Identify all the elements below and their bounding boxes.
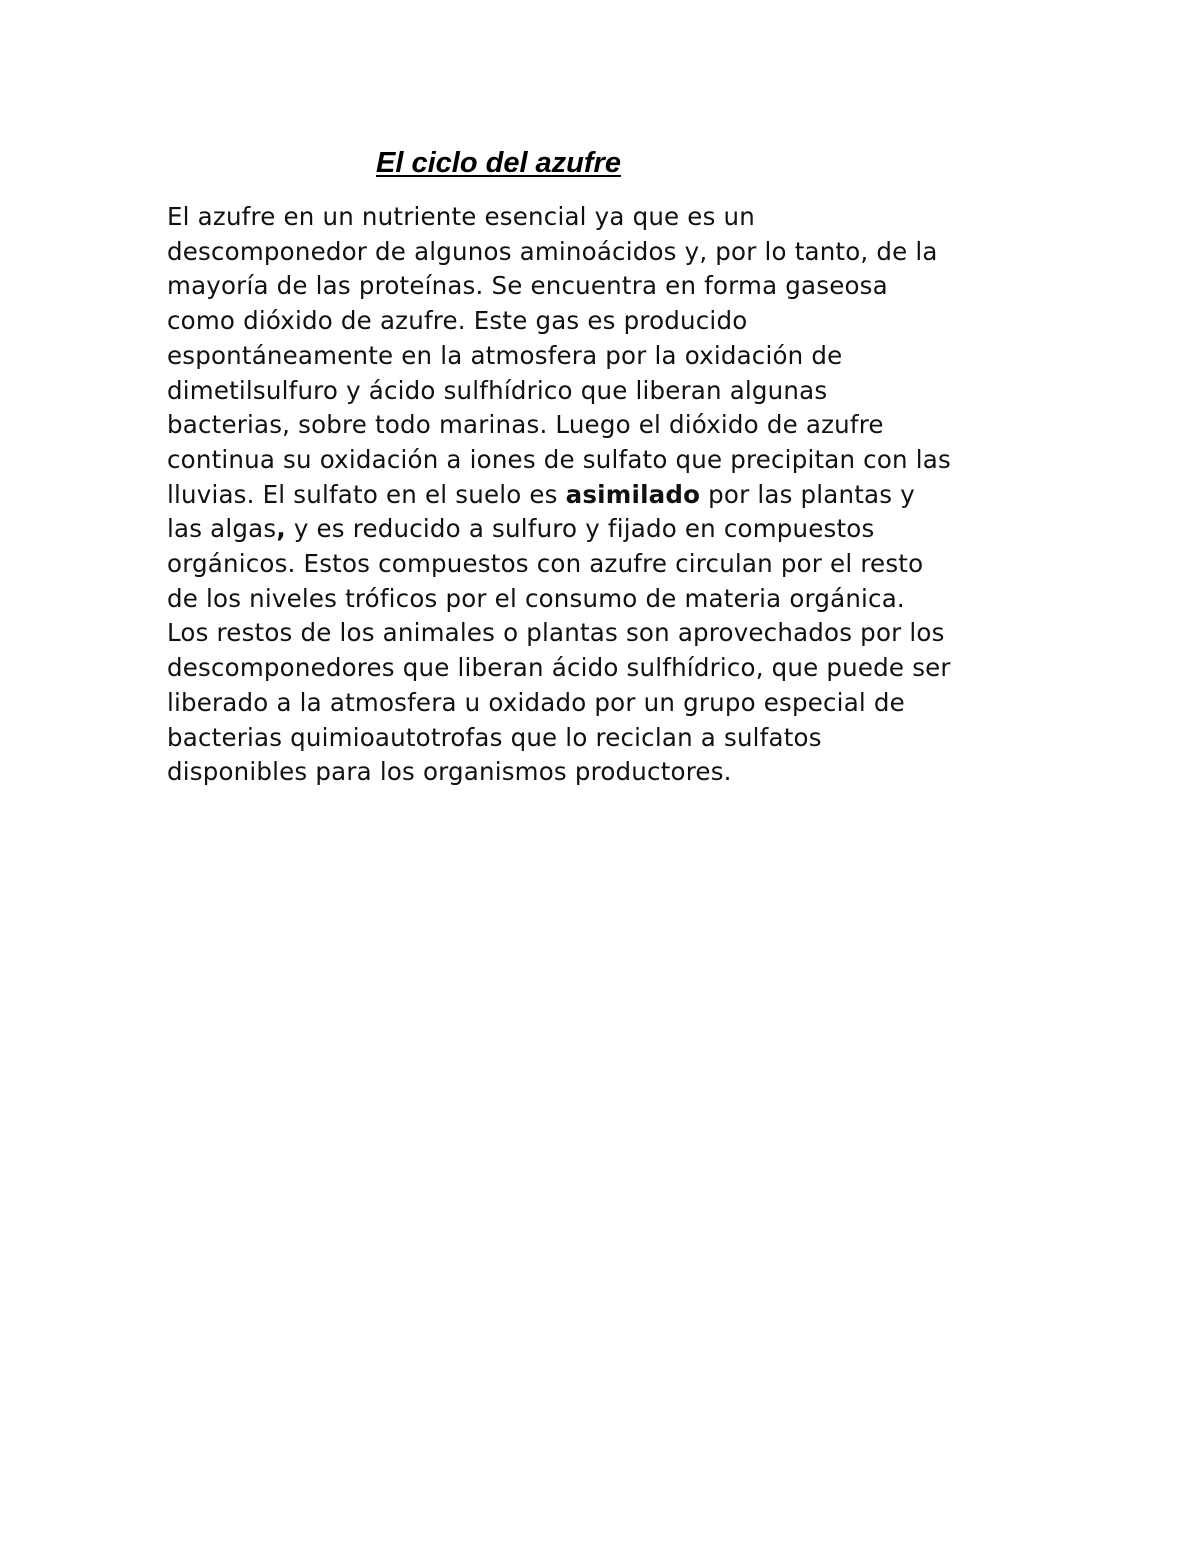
document-body xyxy=(167,200,1067,790)
body-line: disponibles para los organismos productores. xyxy=(167,757,732,787)
body-line xyxy=(167,512,1067,547)
body-line: mayoría de las proteínas. Se encuentra en forma gaseosa xyxy=(167,271,888,301)
body-line: continua su oxidación a iones de sulfato que precipitan con las xyxy=(167,444,951,474)
body-line: como dióxido de azufre. Este gas es producido xyxy=(167,306,748,336)
body-text: las algas xyxy=(167,514,277,544)
body-line: bacterias quimioautotrofas que lo reciclan a sulfatos xyxy=(167,722,822,752)
body-line xyxy=(167,478,1067,513)
body-line: descomponedores que liberan ácido sulfhídrico, que puede ser xyxy=(167,653,951,683)
body-line: Los restos de los animales o plantas son aprovechados por los xyxy=(167,618,945,648)
body-line: descomponedor de algunos aminoácidos y, por lo tanto, de la xyxy=(167,236,938,266)
body-line: espontáneamente en la atmosfera por la oxidación de xyxy=(167,340,843,370)
body-line: El azufre en un nutriente esencial ya que es un xyxy=(167,202,755,231)
body-text: y es reducido a sulfuro y fijado en compuestos xyxy=(285,514,875,544)
document-title: El ciclo del azufre xyxy=(376,147,621,179)
body-text: por las plantas y xyxy=(700,479,915,509)
bold-comma: , xyxy=(276,514,286,544)
body-line: bacterias, sobre todo marinas. Luego el dióxido de azufre xyxy=(167,410,884,440)
body-line: liberado a la atmosfera u oxidado por un grupo especial de xyxy=(167,687,905,717)
body-line: dimetilsulfuro y ácido sulfhídrico que liberan algunas xyxy=(167,375,828,405)
body-text: lluvias. El sulfato en el suelo es xyxy=(167,479,566,509)
bold-term: asimilado xyxy=(565,479,701,509)
body-line: orgánicos. Estos compuestos con azufre circulan por el resto xyxy=(167,549,924,579)
body-line: de los niveles tróficos por el consumo de materia orgánica. xyxy=(167,583,905,613)
